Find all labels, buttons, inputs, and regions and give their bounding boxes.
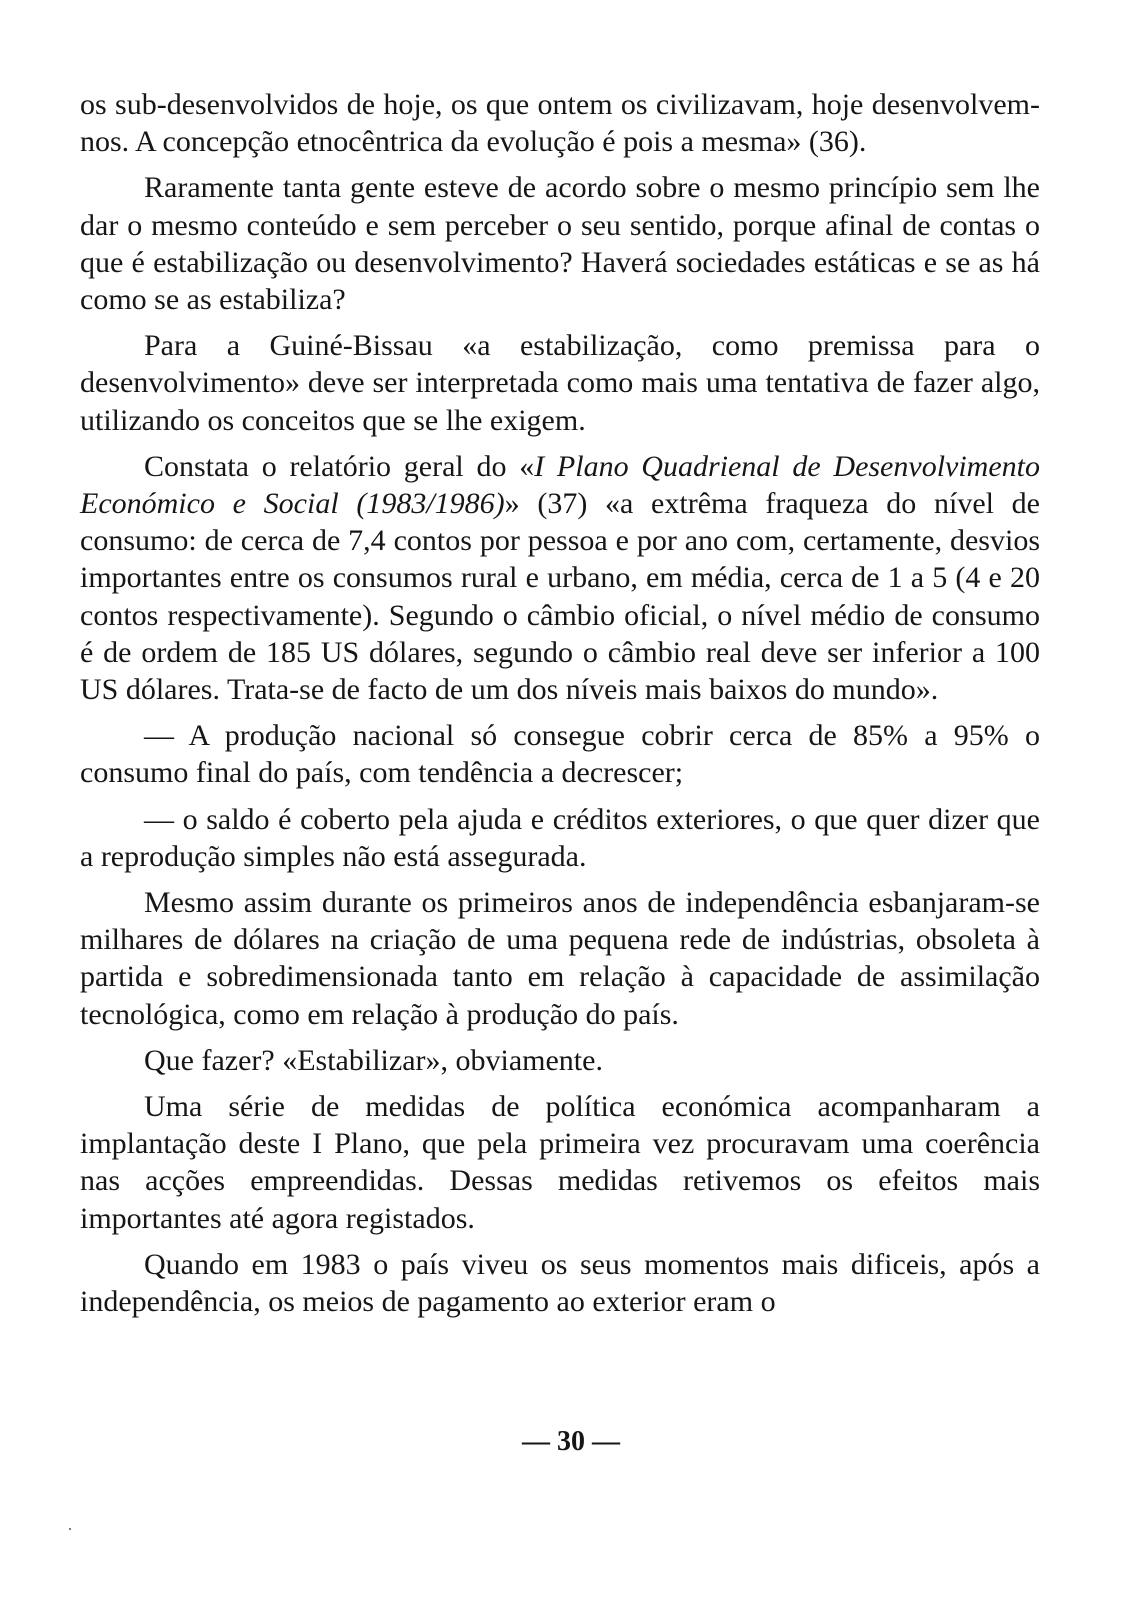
scan-speck	[69, 1528, 71, 1530]
paragraph	[80, 1088, 1040, 1237]
paragraph-text: Para a Guiné-Bissau «a estabilização, como premissa para o desenvolvimento» deve ser interpretada como mais uma tentativa de fazer algo, utilizando os conceitos que se lhe exigem.	[80, 329, 1040, 437]
paragraph	[80, 327, 1040, 439]
paragraph-text: Constata o relatório geral do «	[144, 449, 535, 483]
paragraph-text: Quando em 1983 o país viveu os seus momentos mais dificeis, após a independência, os meios de pagamento ao exterior eram o	[80, 1247, 1040, 1319]
paragraph	[80, 717, 1040, 791]
paragraph-text: Que fazer? «Estabilizar», obviamente.	[144, 1043, 603, 1077]
paragraph	[80, 448, 1040, 708]
paragraph	[80, 1042, 1040, 1079]
paragraph-text: — A produção nacional só consegue cobrir cerca de 85% a 95% o consumo final do país, com tendência a decrescer;	[80, 719, 1040, 790]
body-text	[80, 86, 1040, 1329]
italic-title: I Plano Quadrienal de Desenvolvimento Económico e Social (1983/1986)	[80, 449, 1040, 521]
paragraph	[80, 169, 1040, 318]
paragraph-text: Raramente tanta gente esteve de acordo sobre o mesmo princípio sem lhe dar o mesmo conteúdo e sem perceber o seu sentido, porque afinal de contas o que é estabilização ou desenvolvimento? Haverá sociedades estáticas e se as há como se as estabiliza?	[80, 171, 1040, 317]
paragraph	[80, 884, 1040, 1033]
paragraph	[80, 86, 1040, 160]
paragraph	[80, 801, 1040, 875]
paragraph-text: » (37) «a extrêma fraqueza do nível de consumo: de cerca de 7,4 contos por pessoa e por ano com, certamente, desvios importantes entre os consumos rural e urbano, em média, cerca de 1 a 5 (4 e 20 contos respectivamente). Segundo o câmbio oficial, o nível médio de consumo é de ordem de 185 US dólares, segundo o câmbio real deve ser inferior a 100 US dólares. Trata-se de facto de um dos níveis mais baixos do mundo».	[80, 487, 1040, 707]
paragraph-text: os sub-desenvolvidos de hoje, os que ontem os civilizavam, hoje desenvolvem-nos. A concepção etnocêntrica da evolução é pois a mesma» (36).	[80, 88, 1040, 159]
paragraph-text: Uma série de medidas de política económica acompanharam a implantação deste I Plano, que pela primeira vez procuravam uma coerência nas acções empreendidas. Dessas medidas retivemos os efeitos mais importantes até agora registados.	[80, 1090, 1040, 1235]
paragraph-text: Mesmo assim durante os primeiros anos de independência esbanjaram-se milhares de dólares na criação de uma pequena rede de indústrias, obsoleta à partida e sobredimensionada tanto em relação à capacidade de assimilação tecnológica, como em relação à produção do país.	[80, 886, 1040, 1031]
paragraph	[80, 1246, 1040, 1320]
page-number: — 30 —	[522, 1426, 620, 1457]
paragraph-text: — o saldo é coberto pela ajuda e créditos exteriores, o que quer dizer que a reprodução simples não está assegurada.	[80, 802, 1040, 873]
